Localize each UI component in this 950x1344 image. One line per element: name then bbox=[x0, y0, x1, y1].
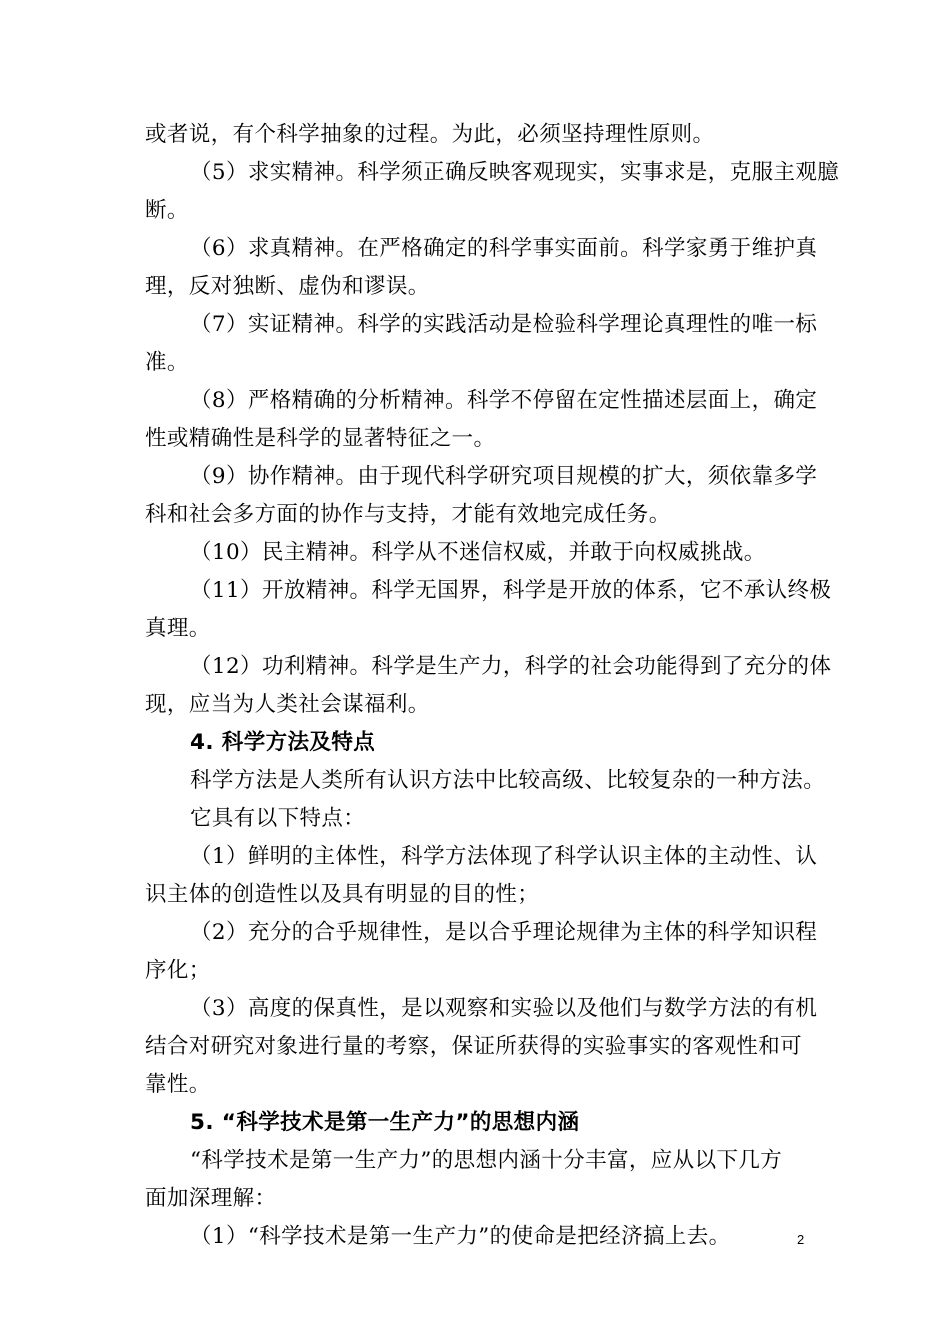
body-line: 准。 bbox=[145, 350, 189, 375]
body-line: 靠性。 bbox=[145, 1072, 211, 1097]
body-line: 面加深理解： bbox=[145, 1186, 277, 1211]
section-heading-5: 5. “科学技术是第一生产力”的思想内涵 bbox=[190, 1110, 580, 1135]
list-item-8: （8）严格精确的分析精神。科学不停留在定性描述层面上，确定 bbox=[190, 388, 818, 413]
list-item-3: （3）高度的保真性，是以观察和实验以及他们与数学方法的有机 bbox=[190, 996, 818, 1021]
body-line: “科学技术是第一生产力”的思想内涵十分丰富，应从以下几方 bbox=[190, 1148, 783, 1173]
body-line: 断。 bbox=[145, 198, 189, 223]
list-item-1: （1）鲜明的主体性，科学方法体现了科学认识主体的主动性、认 bbox=[190, 844, 818, 869]
body-line: 科学方法是人类所有认识方法中比较高级、比较复杂的一种方法。 bbox=[190, 768, 826, 793]
body-line: 科和社会多方面的协作与支持，才能有效地完成任务。 bbox=[145, 502, 671, 527]
list-item-2: （2）充分的合乎规律性，是以合乎理论规律为主体的科学知识程 bbox=[190, 920, 818, 945]
body-line: 序化； bbox=[145, 958, 211, 983]
list-item-11: （11）开放精神。科学无国界，科学是开放的体系，它不承认终极 bbox=[190, 578, 832, 603]
list-item-1-mission: （1）“科学技术是第一生产力”的使命是把经济搞上去。 bbox=[190, 1224, 731, 1249]
body-line: 性或精确性是科学的显著特征之一。 bbox=[145, 426, 496, 451]
body-line: 理，反对独断、虚伪和谬误。 bbox=[145, 274, 430, 299]
list-item-7: （7）实证精神。科学的实践活动是检验科学理论真理性的唯一标 bbox=[190, 312, 818, 337]
body-line: 结合对研究对象进行量的考察，保证所获得的实验事实的客观性和可 bbox=[145, 1034, 803, 1059]
body-line: 真理。 bbox=[145, 616, 211, 641]
list-item-6: （6）求真精神。在严格确定的科学事实面前。科学家勇于维护真 bbox=[190, 236, 818, 261]
body-line: 它具有以下特点： bbox=[190, 806, 366, 831]
body-line: 识主体的创造性以及具有明显的目的性； bbox=[145, 882, 540, 907]
body-line: 现，应当为人类社会谋福利。 bbox=[145, 692, 430, 717]
list-item-5: （5）求实精神。科学须正确反映客观现实，实事求是，克服主观臆 bbox=[190, 160, 840, 185]
body-line: 或者说，有个科学抽象的过程。为此，必须坚持理性原则。 bbox=[145, 122, 715, 147]
list-item-10: （10）民主精神。科学从不迷信权威，并敢于向权威挑战。 bbox=[190, 540, 766, 565]
list-item-9: （9）协作精神。由于现代科学研究项目规模的扩大，须依靠多学 bbox=[190, 464, 818, 489]
page-number: 2 bbox=[797, 1232, 805, 1247]
list-item-12: （12）功利精神。科学是生产力，科学的社会功能得到了充分的体 bbox=[190, 654, 832, 679]
section-heading-4: 4. 科学方法及特点 bbox=[190, 730, 376, 755]
